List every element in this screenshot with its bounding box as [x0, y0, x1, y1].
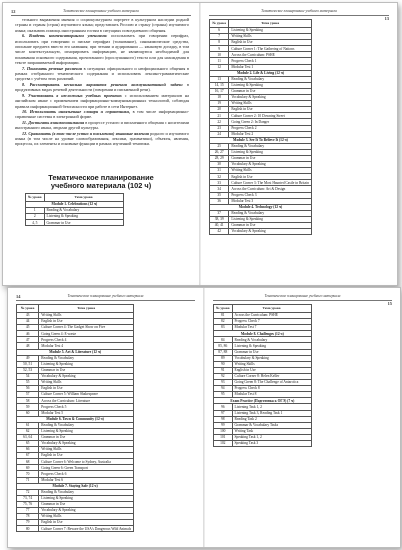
lesson-topic: Listening & Speaking: [44, 214, 123, 220]
lesson-topic: Writing Task: [232, 428, 311, 434]
lesson-number: 63, 64: [17, 434, 39, 440]
lesson-number: 71: [17, 477, 39, 483]
lesson-number: 62: [17, 428, 39, 434]
lesson-topic: Culture Corner 7: Beware the USA's Dangerous Wild Animals: [39, 526, 134, 532]
lesson-topic: Culture Corner 4: The Gadget Show on Five: [39, 325, 134, 331]
lesson-number: 23: [210, 125, 229, 131]
lesson-topic: Reading Task 2: [232, 416, 311, 422]
lesson-topic: Writing Skills: [232, 361, 311, 367]
paragraph: [15, 120, 189, 131]
paragraph-body: использовать при говорении перифраз, использовать при говорении и письме перифраз (толкование), синонимические средства, описание предмета вместо его названия; при чтении и аудировании — языковую догадку, в том числе контекстуальную, игнорировать информацию, не являющуюся необходимой для понимания основного содержания, прочитанного (прослушанного) текста или для нахождения в тексте запрашиваемой информации.: [15, 33, 190, 66]
page-number: 12: [11, 9, 16, 14]
lesson-topic: Vocabulary & Speaking: [39, 440, 134, 446]
lesson-topic: Listening & Speaking: [39, 361, 134, 367]
lesson-topic: Modular Test 7: [232, 325, 311, 331]
lesson-topic: Grammar in Use: [229, 88, 312, 94]
lesson-topic: Culture Corner 2: 10 Downing Street: [229, 113, 312, 119]
lesson-number: 14, 15: [210, 82, 229, 88]
lesson-topic: Writing Skills: [39, 514, 134, 520]
table-row: [214, 440, 312, 446]
lesson-number: 69: [17, 465, 39, 471]
lesson-topic: Going Green 4: E-waste: [39, 331, 134, 337]
lesson-number: 95: [214, 392, 233, 398]
lesson-topic: Writing Skills: [229, 34, 312, 40]
lesson-topic: Reading & Vocabulary: [232, 337, 311, 343]
lesson-topic: Across the Curriculum: Art & Design: [229, 186, 312, 192]
lesson-number: 46: [17, 331, 39, 337]
paragraph: [15, 66, 189, 82]
lesson-number: 12: [210, 64, 229, 70]
lesson-number: 34: [210, 186, 229, 192]
page-12: [3, 3, 199, 285]
page-number: 14: [16, 294, 21, 299]
header-title: Тематическое планирование учебного материала: [63, 9, 139, 13]
lesson-number: 10: [210, 52, 229, 58]
lesson-number: 80: [17, 526, 39, 532]
lesson-number: 52, 53: [17, 367, 39, 373]
lesson-number: 11: [210, 58, 229, 64]
lesson-topic: Progress Check 2: [229, 125, 312, 131]
lesson-number: 28, 29: [210, 155, 229, 161]
lesson-number: 98: [214, 416, 233, 422]
table-row: [26, 220, 124, 226]
paragraph-lead: 9. Участвовать в несложных учебных проектах: [22, 92, 122, 98]
lesson-number: 78: [17, 514, 39, 520]
lesson-number: 43: [17, 313, 39, 319]
lesson-number: 40, 41: [210, 223, 229, 229]
column-header-topic: Тема урока: [44, 194, 123, 202]
lesson-topic: Listening & Speaking: [229, 28, 312, 34]
lesson-number: 18: [210, 95, 229, 101]
lesson-topic: Modular Test 6: [39, 477, 134, 483]
paragraph-body: тельного выражения мнения о социокультурном портрете в культурном наследии родной страны и страны (стран) изучаемого языка; представлять Россию и страну (страны) изучаемого языка; оказывать помощь иностранным гостям в ситуациях повседневного общения.: [15, 17, 189, 33]
lesson-number: 65: [17, 440, 39, 446]
lesson-number: 2: [26, 214, 45, 220]
lesson-topic: Writing Skills: [229, 101, 312, 107]
lesson-topic: English in Use: [39, 520, 134, 526]
lesson-topic: Progress Check 8: [232, 386, 311, 392]
lesson-number: 4, 5: [26, 220, 45, 226]
lesson-number: 44: [17, 319, 39, 325]
lesson-number: 54: [17, 373, 39, 379]
lesson-topic: Vocabulary & Speaking: [39, 508, 134, 514]
lesson-number: 97: [214, 410, 233, 416]
lesson-topic: Listening & Speaking: [232, 343, 311, 349]
module-title: Module 7. Staying Safe (12 ч): [17, 483, 134, 489]
plan-table: [25, 193, 124, 226]
lesson-topic: Reading & Vocabulary: [229, 76, 312, 82]
lesson-topic: Culture Corner 8: Helen Keller: [232, 373, 311, 379]
table-header: [210, 20, 312, 28]
page-15: [205, 288, 400, 547]
section-title: [3, 174, 199, 191]
lesson-number: 101: [214, 434, 233, 440]
page-13: [201, 3, 397, 285]
lesson-number: 16, 17: [210, 88, 229, 94]
lesson-number: 22: [210, 119, 229, 125]
lesson-topic: Speaking Task 3: [232, 440, 311, 446]
running-header: [16, 293, 195, 301]
paragraph-lead: 11. Достигать взаимопонимания: [22, 119, 85, 125]
lesson-topic: Grammar in Use: [39, 367, 134, 373]
table-header: [17, 305, 134, 313]
lesson-topic: Grammar in Use: [229, 155, 312, 161]
lesson-topic: Listening & Speaking: [229, 216, 312, 222]
lesson-topic: Progress Check 4: [39, 337, 134, 343]
paragraph-lead: 7. Понимать речевые различия: [22, 65, 82, 71]
lesson-number: 26, 27: [210, 149, 229, 155]
lesson-topic: Vocabulary & Speaking: [39, 373, 134, 379]
module-title: Module 4. Technology (12 ч): [210, 204, 312, 210]
page-number: 13: [384, 16, 389, 21]
lesson-number: 99: [214, 422, 233, 428]
lesson-number: 87, 88: [214, 349, 233, 355]
lesson-topic: Grammar in Use: [39, 434, 134, 440]
plan-table: [209, 19, 312, 235]
lesson-topic: English in Use: [39, 319, 134, 325]
lesson-number: 79: [17, 520, 39, 526]
column-header-topic: Тема урока: [229, 20, 312, 28]
lesson-topic: English in Use: [229, 174, 312, 180]
lesson-topic: Culture Corner 5: William Shakespeare: [39, 392, 134, 398]
lesson-topic: Progress Check 5: [39, 404, 134, 410]
lesson-topic: Listening & Speaking: [229, 149, 312, 155]
lesson-topic: Listening & Speaking: [39, 495, 134, 501]
lesson-topic: Reading & Vocabulary: [39, 355, 134, 361]
lesson-topic: Going Green 8: The Challenge of Antarctica: [232, 380, 311, 386]
lesson-topic: Culture Corner 1: The Gathering of Nations: [229, 46, 312, 52]
lesson-number: 31: [210, 168, 229, 174]
lesson-number: 91: [214, 367, 233, 373]
lesson-topic: Writing Skills: [229, 168, 312, 174]
table-row: [17, 526, 134, 532]
lesson-number: 73, 74: [17, 495, 39, 501]
lesson-topic: Modular Test 2: [229, 131, 312, 137]
plan-table: [16, 304, 134, 532]
lesson-topic: Reading & Vocabulary: [39, 489, 134, 495]
lesson-number: 33: [210, 180, 229, 186]
paragraph: [15, 131, 189, 147]
lesson-topic: Across the Curriculum: PSHE: [229, 52, 312, 58]
paragraph-lead: 6. Владеть компенсаторными умениями:: [22, 33, 108, 39]
lesson-topic: Modular Test 1: [229, 64, 312, 70]
back-spread: [2, 2, 398, 286]
module-title: Module 1. Celebrations (12 ч): [26, 202, 124, 208]
paragraph-body: в ситуациях официального и неофициального общения в рамках отобранного тематического содержания и использовать лексико-грамматические средства с учётом этих различий.: [15, 65, 189, 82]
lesson-number: 90: [214, 361, 233, 367]
lesson-topic: Vocabulary & Speaking: [229, 95, 312, 101]
lesson-number: 68: [17, 459, 39, 465]
lesson-topic: Across the Curriculum: PSHE: [232, 313, 311, 319]
lesson-topic: Progress Check 7: [232, 319, 311, 325]
module-title: Module 3. See It To Believe It (12 ч): [210, 137, 312, 143]
lesson-topic: Vocabulary & Speaking: [229, 162, 312, 168]
lesson-number: 82: [214, 319, 233, 325]
lesson-number: 1: [26, 208, 45, 214]
lesson-number: 89: [214, 355, 233, 361]
lesson-topic: Vocabulary & Speaking: [229, 229, 312, 235]
lesson-number: 42: [210, 229, 229, 235]
lesson-number: 30: [210, 162, 229, 168]
front-spread: [7, 287, 401, 548]
lesson-number: 49: [17, 355, 39, 361]
lesson-number: 37: [210, 210, 229, 216]
lesson-topic: English in Use: [229, 40, 312, 46]
column-header-number: № урока: [17, 305, 39, 313]
lesson-topic: Listening Task 1, 2: [232, 404, 311, 410]
lesson-topic: Across the Curriculum: Literature: [39, 398, 134, 404]
lesson-number: 35: [210, 192, 229, 198]
table-header: [26, 194, 124, 202]
column-header-number: № урока: [210, 20, 229, 28]
page-14: [8, 288, 203, 547]
column-header-number: № урока: [214, 305, 233, 313]
lesson-number: 7: [210, 34, 229, 40]
lesson-number: 94: [214, 386, 233, 392]
lesson-topic: Reading & Vocabulary: [39, 422, 134, 428]
running-header: [213, 293, 392, 306]
lesson-number: 85, 86: [214, 343, 233, 349]
lesson-topic: Grammar in Use: [39, 501, 134, 507]
lesson-number: 19: [210, 101, 229, 107]
header-title: Тематическое планирование учебного материала: [261, 9, 337, 13]
lesson-topic: Listening Task 3, Reading Task 1: [232, 410, 311, 416]
lesson-number: 58: [17, 398, 39, 404]
lesson-number: 9: [210, 46, 229, 52]
paragraph: [15, 17, 189, 33]
lesson-topic: Culture Corner 6: Welcome to Sydney, Australia: [39, 459, 134, 465]
lesson-number: 13: [210, 76, 229, 82]
lesson-number: 84: [214, 337, 233, 343]
lesson-number: 6: [210, 28, 229, 34]
lesson-topic: Modular Test 3: [229, 198, 312, 204]
lesson-number: 32: [210, 174, 229, 180]
lesson-number: 56: [17, 386, 39, 392]
paragraph-lead: 10. Использовать иноязычные словари и справочники,: [22, 108, 131, 114]
lesson-number: 21: [210, 113, 229, 119]
lesson-topic: Grammar in Use: [229, 223, 312, 229]
body-text: [15, 17, 189, 147]
table-row: [210, 229, 312, 235]
lesson-number: 93: [214, 380, 233, 386]
plan-table: [213, 304, 312, 447]
lesson-topic: Progress Check 1: [229, 58, 312, 64]
column-header-number: № урока: [26, 194, 45, 202]
lesson-topic: Vocabulary & Speaking: [232, 355, 311, 361]
lesson-topic: Writing Skills: [39, 380, 134, 386]
lesson-topic: Going Green 6: Green Transport: [39, 465, 134, 471]
lesson-number: 67: [17, 453, 39, 459]
running-header: [11, 8, 191, 16]
lesson-topic: Speaking Task 1, 2: [232, 434, 311, 440]
lesson-number: 57: [17, 392, 39, 398]
paragraph-lead: 8. Рассматривать несколько вариантов решения коммуникативной задачи: [22, 81, 183, 87]
lesson-number: 50, 51: [17, 361, 39, 367]
lesson-number: 72: [17, 489, 39, 495]
lesson-number: 36: [210, 198, 229, 204]
lesson-number: 45: [17, 325, 39, 331]
lesson-topic: Modular Test 5: [39, 410, 134, 416]
lesson-number: 96: [214, 404, 233, 410]
module-title: Exam Practice (Подготовка к ОГЭ) (7 ч): [214, 398, 312, 404]
lesson-topic: Writing Skills: [39, 447, 134, 453]
lesson-number: 61: [17, 422, 39, 428]
module-title: Module 5. Art & Literature (12 ч): [17, 349, 134, 355]
lesson-number: 47: [17, 337, 39, 343]
lesson-number: 77: [17, 508, 39, 514]
lesson-number: 55: [17, 380, 39, 386]
lesson-topic: Listening & Speaking: [39, 428, 134, 434]
lesson-topic: English in Use: [39, 453, 134, 459]
paragraph-body: в продуктивных видах речевой деятельности (говорении и письменной речи).: [15, 81, 190, 93]
module-title: Module 6. Town & Community (12 ч): [17, 416, 134, 422]
paragraph: [15, 33, 189, 65]
lesson-number: 24: [210, 131, 229, 137]
lesson-number: 38, 39: [210, 216, 229, 222]
lesson-number: 48: [17, 343, 39, 349]
paragraph: [15, 82, 189, 93]
column-header-topic: Тема урока: [39, 305, 134, 313]
header-title: Тематическое планирование учебного материала: [264, 294, 341, 298]
module-title: Module 8. Challenges (12 ч): [214, 331, 312, 337]
paragraph: [15, 93, 189, 109]
lesson-number: 25: [210, 143, 229, 149]
lesson-topic: Listening & Speaking: [229, 82, 312, 88]
table-header: [214, 305, 312, 313]
paragraph-body: с использованием материалов на английском языке с применением информационно-коммуникационных технологий, соблюдая правила информационной безопасности при работе в сети Интернет.: [15, 92, 189, 109]
paragraph-body: в процессе устного и письменного общения с носителями иностранного языка, людьми другой культуры.: [15, 119, 189, 131]
column-header-topic: Тема урока: [232, 305, 311, 313]
lesson-number: 20: [210, 107, 229, 113]
lesson-number: 66: [17, 447, 39, 453]
lesson-number: 70: [17, 471, 39, 477]
lesson-topic: Culture Corner 3: The Most Haunted Castle in Britain: [229, 180, 312, 186]
lesson-topic: English in Use: [229, 107, 312, 113]
lesson-topic: Progress Check 3: [229, 192, 312, 198]
lesson-number: 92: [214, 373, 233, 379]
lesson-topic: Reading & Vocabulary: [229, 210, 312, 216]
lesson-topic: Going Green 2: In Danger: [229, 119, 312, 125]
lesson-topic: Grammar in Use: [232, 349, 311, 355]
lesson-topic: Modular Test 4: [39, 343, 134, 349]
section-title-line-2: учебного материала (102 ч): [50, 181, 152, 191]
lesson-number: 83: [214, 325, 233, 331]
lesson-number: 75, 76: [17, 501, 39, 507]
page-number: 15: [387, 301, 392, 306]
header-title: Тематическое планирование учебного материала: [67, 294, 144, 298]
lesson-number: 81: [214, 313, 233, 319]
lesson-number: 100: [214, 428, 233, 434]
paragraph-lead: 12. Сравнивать (в том числе устно и письменно) языковые явления: [22, 130, 149, 136]
lesson-number: 60: [17, 410, 39, 416]
paragraph-body: родного и изучаемого языка (в том числе на уровне словообразования, лексики, грамматики), объекты, явления, процессы, их элементы и основные функции в рамках изученной тематики.: [15, 130, 190, 147]
lesson-topic: Reading & Vocabulary: [229, 143, 312, 149]
paragraph: [15, 109, 189, 120]
paragraph-body: в том числе информационно-справочные системы в электронной форме.: [15, 108, 189, 120]
lesson-topic: Grammar & Vocabulary Tasks: [232, 422, 311, 428]
lesson-number: 102: [214, 440, 233, 446]
running-header: [209, 8, 389, 21]
lesson-topic: Grammar in Use: [44, 220, 123, 226]
lesson-topic: Progress Check 6: [39, 471, 134, 477]
lesson-topic: English in Use: [232, 367, 311, 373]
lesson-topic: English in Use: [39, 386, 134, 392]
lesson-number: 8: [210, 40, 229, 46]
lesson-number: 59: [17, 404, 39, 410]
lesson-topic: Modular Test 8: [232, 392, 311, 398]
lesson-topic: Reading & Vocabulary: [44, 208, 123, 214]
section-title-line-1: Тематическое планирование: [48, 173, 154, 182]
module-title: Module 2. Life & Living (12 ч): [210, 70, 312, 76]
lesson-topic: Writing Skills: [39, 313, 134, 319]
